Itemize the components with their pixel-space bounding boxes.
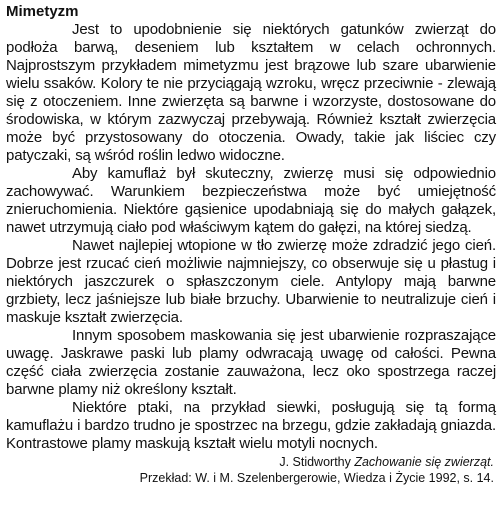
paragraph-5: Niektóre ptaki, na przykład siewki, posługują się tą formą kamuflażu i bardzo trudno je spostrzec na brzegu, gdzie zakładają gniazda. Kontrastowe plamy maskują kształt wielu motyli nocnych. [6, 399, 496, 452]
paragraph-1: Jest to upodobnienie się niektórych gatunków zwierząt do podłoża barwą, deseniem lub kształtem w celach ochronnych. Najprostszym przykładem mimetyzmu jest brązowe lub szare ubarwienie wielu ssaków. Kolory te nie przyciągają wzroku, wręcz przeciwnie - zlewają się z otoczeniem. Inne zwierzęta są barwne i wzorzyste, dostosowane do środowiska, w którym zazwyczaj przebywają. Również kształt zwierzęcia może być przystosowany do otoczenia. Owady, takie jak liściec czy patyczaki, są wśród roślin ledwo widoczne. [6, 21, 496, 164]
source-translation: Przekład: W. i M. Szelenbergerowie, Wiedza i Życie 1992, s. 14. [139, 471, 494, 485]
source-author: J. Stidworthy [279, 455, 355, 469]
source-author-line [6, 454, 494, 470]
document-title: Mimetyzm [6, 3, 79, 20]
paragraph-3: Nawet najlepiej wtopione w tło zwierzę może zdradzić jego cień. Dobrze jest rzucać cień możliwie najmniejszy, co obserwuje się u płastug i niektórych jaszczurek o spłaszczonym ciele. Antylopy mają barwne grzbiety, lecz jaśniejsze lub białe brzuchy. Ubarwienie to neutralizuje cień i maskuje kształt zwierzęcia. [6, 237, 496, 326]
paragraph-4: Innym sposobem maskowania się jest ubarwienie rozpraszające uwagę. Jaskrawe paski lub plamy odwracają uwagę od całości. Pewna część ciała zwierzęcia zostanie zauważona, lecz oko spostrzega raczej barwne plamy niż określony kształt. [6, 327, 496, 398]
source-citation [6, 454, 496, 486]
source-book-title: Zachowanie się zwierząt. [354, 455, 494, 469]
paragraph-2: Aby kamuflaż był skuteczny, zwierzę musi się odpowiednio zachowywać. Warunkiem bezpieczeństwa może być umiejętność znieruchomienia. Niektóre gąsienice upodabniają się do małych gałązek, nawet utrzymują ciało pod właściwym kątem do gałęzi, na której siedzą. [6, 165, 496, 236]
